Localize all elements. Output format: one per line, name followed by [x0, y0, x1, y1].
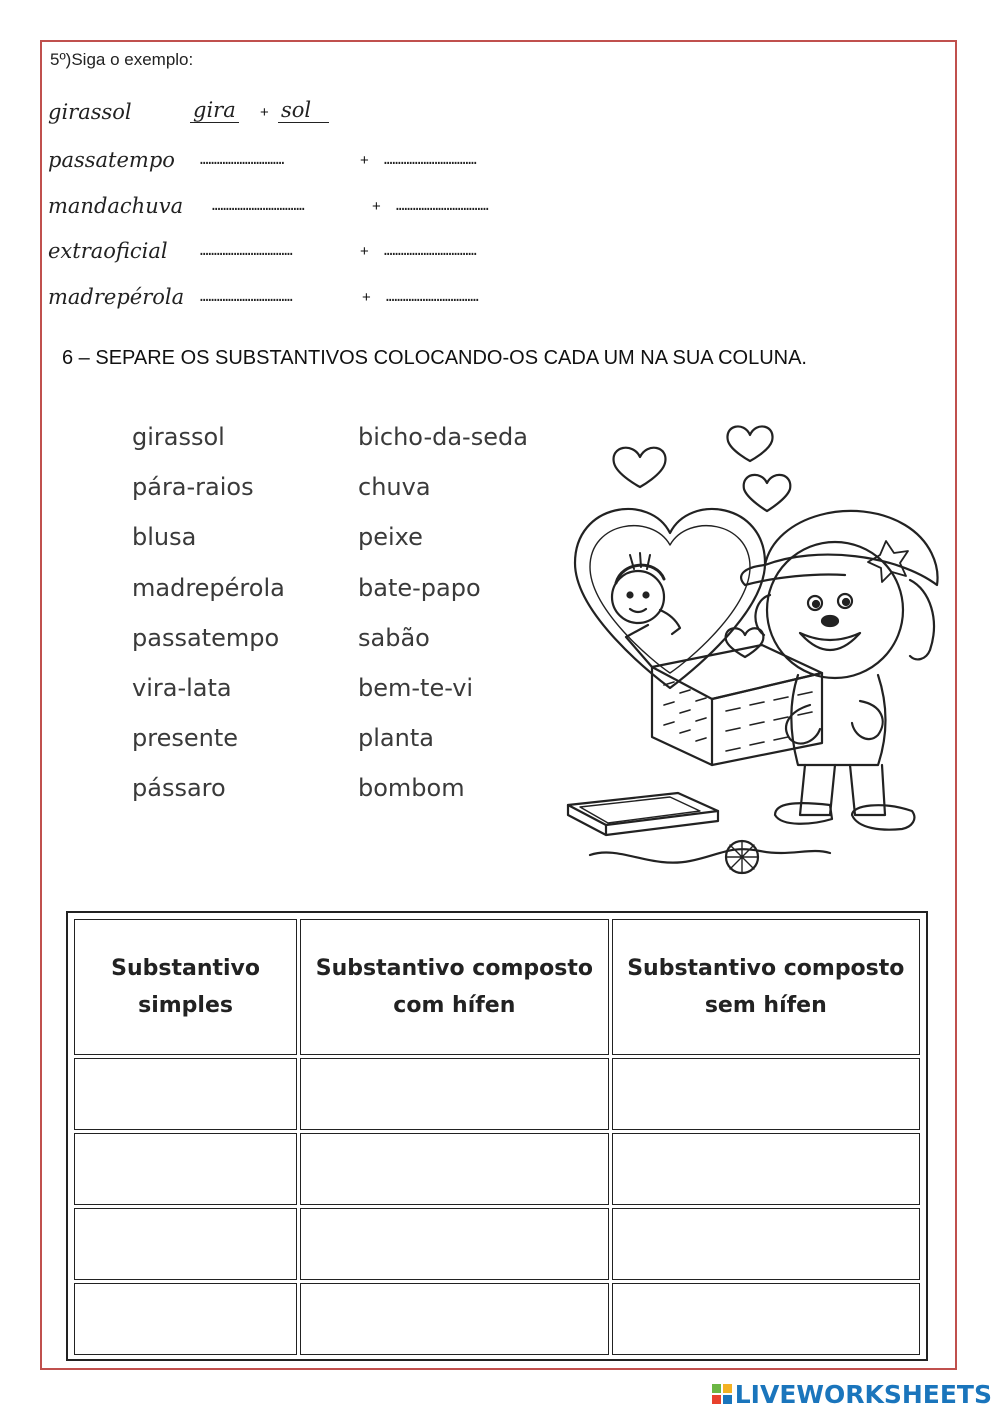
example-part1: gira [190, 98, 239, 123]
plus-sign: + [360, 152, 369, 169]
answer-cell[interactable] [612, 1208, 920, 1280]
exercise5-title: 5º)Siga o exemplo: [50, 50, 194, 69]
answer-cell[interactable] [74, 1058, 297, 1130]
noun-word: presente [132, 724, 238, 753]
noun-word: chuva [358, 473, 431, 502]
noun-word: bate-papo [358, 573, 481, 602]
liveworksheets-branding [711, 1378, 992, 1410]
liveworksheets-logo-icon [711, 1382, 733, 1406]
noun-sorting-table [66, 911, 928, 1361]
answer-blank-2[interactable]: …………………………… [384, 243, 477, 259]
noun-word: passatempo [132, 623, 280, 652]
answer-cell[interactable] [74, 1208, 297, 1280]
answer-cell[interactable] [74, 1133, 297, 1205]
plus-sign: + [360, 243, 369, 260]
heart-icon [727, 426, 772, 461]
answer-blank-2[interactable]: …………………………… [386, 289, 479, 305]
answer-cell[interactable] [74, 1283, 297, 1355]
noun-word: planta [358, 724, 434, 753]
answer-cell[interactable] [612, 1283, 920, 1355]
noun-word: pára-raios [132, 473, 254, 502]
answer-cell[interactable] [300, 1058, 608, 1130]
answer-blank-2[interactable]: …………………………… [396, 198, 489, 214]
answer-blank-1[interactable]: …………………………… [200, 243, 293, 259]
answer-cell[interactable] [612, 1133, 920, 1205]
example-word: girassol [48, 100, 132, 124]
column-header-compound-no-hyphen: Substantivo composto sem hífen [612, 919, 920, 1055]
compound-word: madrepérola [48, 285, 185, 309]
column-header-simple: Substantivo simples [74, 919, 297, 1055]
answer-cell[interactable] [300, 1283, 608, 1355]
plus-sign: + [362, 289, 371, 306]
heart-icon [744, 475, 791, 511]
word-list-left [132, 412, 285, 814]
answer-blank-1[interactable]: …………………………… [212, 198, 305, 214]
compound-word: passatempo [48, 148, 175, 172]
word-list-right [358, 412, 528, 814]
brand-name: LIVEWORKSHEETS [734, 1379, 992, 1409]
exercise6-instruction: 6 – SEPARE OS SUBSTANTIVOS COLOCANDO-OS CADA UM NA SUA COLUNA. [62, 347, 807, 369]
noun-word: sabão [358, 623, 430, 652]
noun-word: pássaro [132, 774, 226, 803]
example-part2: sol [278, 98, 329, 123]
answer-blank-2[interactable]: …………………………… [384, 152, 477, 168]
answer-cell[interactable] [300, 1133, 608, 1205]
noun-word: bicho-da-seda [358, 423, 528, 451]
noun-word: vira-lata [132, 673, 232, 702]
noun-word: blusa [132, 523, 197, 552]
plus-sign: + [372, 198, 381, 215]
noun-word: madrepérola [132, 573, 285, 602]
answer-blank-1[interactable]: …………………………… [200, 289, 293, 305]
gift-box-illustration [560, 405, 950, 895]
noun-word: girassol [132, 423, 225, 451]
answer-cell[interactable] [300, 1208, 608, 1280]
compound-word: mandachuva [48, 194, 184, 218]
compound-word: extraoficial [48, 239, 168, 263]
example-plus: + [260, 104, 269, 121]
column-header-compound-hyphen: Substantivo composto com hífen [300, 919, 608, 1055]
noun-word: bombom [358, 774, 465, 803]
heart-icon [614, 448, 666, 487]
noun-word: bem-te-vi [358, 673, 474, 702]
answer-cell[interactable] [612, 1058, 920, 1130]
answer-blank-1[interactable]: ………………………… [200, 152, 285, 168]
noun-word: peixe [358, 523, 423, 552]
